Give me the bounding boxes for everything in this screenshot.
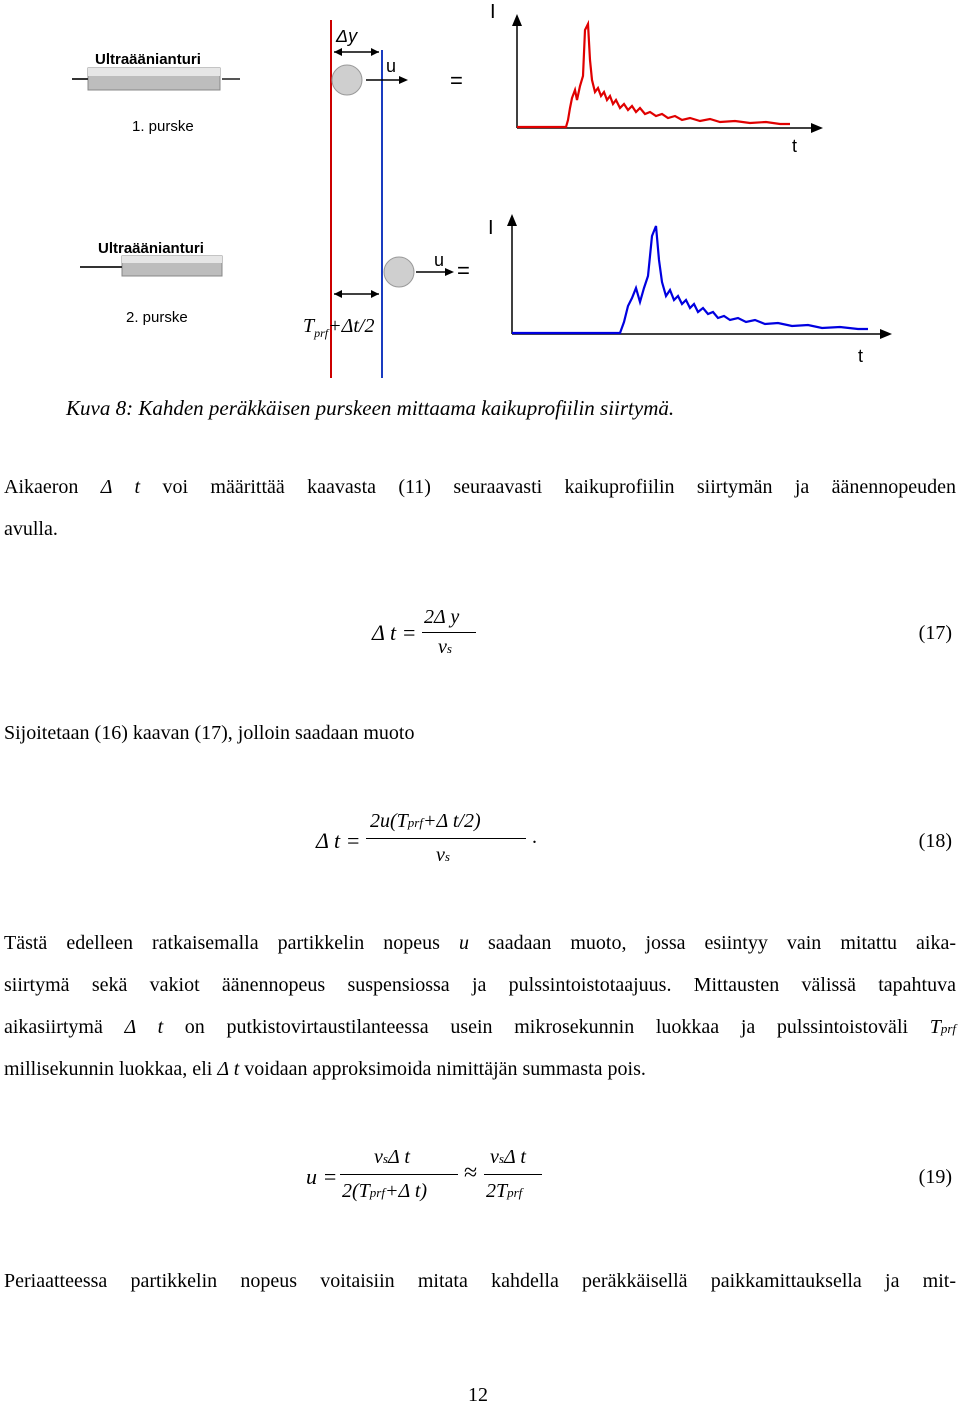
text-span: saadaan muoto, jossa esiintyy vain mitattu aika- [469,932,956,954]
eq17-numerator: 2Δ y [424,606,460,628]
text-span: Aikaeron [4,476,101,498]
plot-top-axes [512,14,823,133]
equals-top: = [450,68,463,93]
text-span: Tästä edelleen ratkaisemalla partikkelin nopeus [4,932,459,954]
paragraph-1-line-1 [4,476,956,499]
eq19-fraction-bar-1 [340,1174,458,1175]
dy-label: Δy [336,26,358,46]
eq19-number: (19) [918,1166,952,1188]
math-delta-t: Δ t [100,476,141,498]
axis-I-top: I [490,1,496,23]
eq18-fraction-bar [366,838,526,839]
axis-I-bottom: I [488,217,494,239]
eq17-number: (17) [918,622,952,644]
page-number: 12 [468,1384,488,1406]
eq19-denominator-1: 2(Tprf+Δ t) [342,1180,428,1202]
eq17-lhs: Δ t = [372,620,417,645]
paragraph-4: Periaatteessa partikkelin nopeus voitaisiin mitata kahdella peräkkäisellä paikkamittauksella ja mit- [4,1270,956,1292]
figure-caption: Kuva 8: Kahden peräkkäisen purskeen mittaama kaikuprofiilin siirtymä. [66,396,675,420]
echo-profile-red [517,24,790,127]
eq18-lhs: Δ t = [316,828,361,853]
eq18-numerator: 2u(Tprf+Δ t/2) [370,810,481,832]
math-delta-t: Δ t [217,1058,240,1080]
eq18-number: (18) [918,830,952,852]
math-u: u [459,932,469,954]
eq18-denominator: vs [436,844,450,866]
plot-bottom-axes [507,214,892,339]
eq19-fraction-bar-2 [484,1174,542,1175]
text-span: millisekunnin luokkaa, eli [4,1058,218,1080]
paragraph-1-line-2: avulla. [4,518,58,540]
paragraph-3-line-3 [4,1016,956,1040]
u-bottom-label: u [434,250,445,270]
particle-top [332,65,362,95]
echo-profile-blue [512,226,868,333]
paragraph-3-line-2: siirtymä sekä vakiot äänennopeus suspensiossa ja pulssintoistotaajuus. Mittausten välissä tapahtuva [4,974,956,996]
time-label: $T_{prf}+\Delta t/2$ [303,315,375,340]
eq17-denominator: vs [438,636,452,658]
eq17-fraction-bar [422,632,476,633]
text-span: voidaan approksimoida nimittäjän summasta pois. [239,1058,646,1080]
paragraph-2: Sijoitetaan (16) kaavan (17), jolloin saadaan muoto [4,722,415,744]
sensor-top [72,68,240,90]
burst-top-label: 1. purske [132,118,194,135]
burst-bottom-label: 2. purske [126,309,188,326]
text-span: voi määrittää kaavasta (11) seuraavasti kaikuprofiilin siirtymän ja äänennopeuden [140,476,957,498]
particle-bottom [384,257,414,287]
sensor-top-label: Ultraäänianturi [95,51,201,68]
eq19-denominator-2: 2Tprf [486,1180,523,1202]
sensor-bottom [80,256,222,276]
axis-t-top: t [792,136,798,156]
text-span: on putkistovirtaustilanteessa usein mikrosekunnin luokkaa ja pulssintoistoväli [163,1016,930,1038]
math-T-prf: Tprf [929,1016,957,1038]
eq18-dot: . [532,826,537,848]
math-delta-t: Δ t [124,1016,164,1038]
sensor-bottom-label: Ultraäänianturi [98,240,204,257]
paragraph-3-line-4 [4,1058,956,1081]
text-span: aikasiirtymä [4,1016,125,1038]
axis-t-bottom: t [858,346,864,366]
paragraph-3-line-1 [4,932,956,955]
eq19-approx: ≈ [464,1160,478,1186]
eq19-lhs: u = [306,1164,338,1189]
u-top-label: u [386,56,397,76]
figure-echo-profiles [0,0,960,380]
eq19-numerator-2: vsΔ t [490,1146,526,1168]
eq19-numerator-1: vsΔ t [374,1146,410,1168]
equals-bottom: = [457,258,470,283]
